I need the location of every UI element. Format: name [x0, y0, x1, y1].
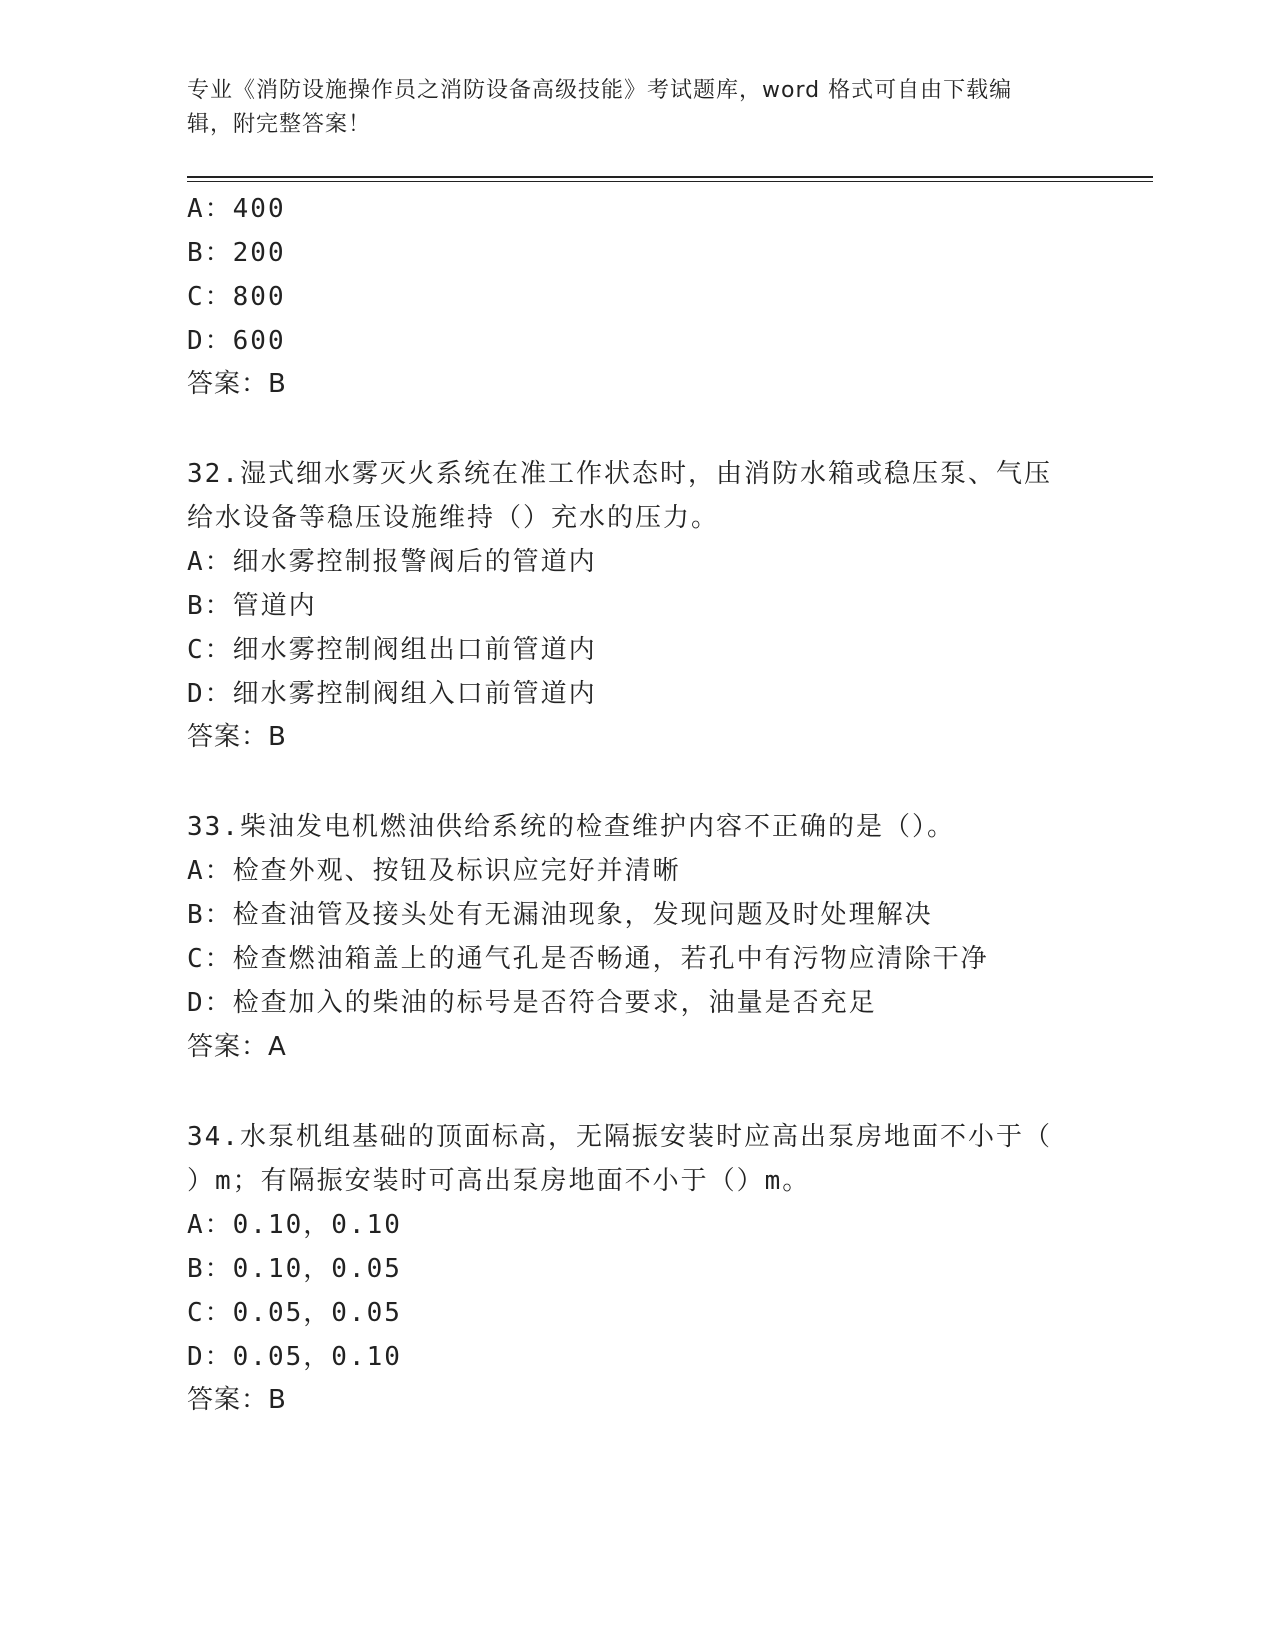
- q34-answer: 答案：B: [187, 1385, 287, 1415]
- q33-answer: 答案：A: [187, 1032, 287, 1062]
- q33-option-d: D：检查加入的柴油的标号是否符合要求，油量是否充足: [187, 988, 877, 1018]
- page-header: [187, 74, 1087, 142]
- header-divider-thin: [187, 181, 1153, 182]
- q34-stem-line-2: ）m；有隔振安装时可高出泵房地面不小于（）m。: [187, 1166, 811, 1196]
- q31-option-d: D：600: [187, 326, 286, 356]
- q32-stem-line-2: 给水设备等稳压设施维持（）充水的压力。: [187, 503, 720, 533]
- q32-option-a: A：细水雾控制报警阀后的管道内: [187, 547, 597, 577]
- q34-option-c: C：0.05，0.05: [187, 1298, 402, 1328]
- q34-option-d: D：0.05，0.10: [187, 1342, 402, 1372]
- header-line-1: 专业《消防设施操作员之消防设备高级技能》考试题库，word 格式可自由下载编: [187, 78, 1013, 103]
- header-line-2: 辑，附完整答案！: [187, 112, 372, 137]
- header-divider-thick: [187, 176, 1153, 178]
- q33-stem-line-1: 33.柴油发电机燃油供给系统的检查维护内容不正确的是（）。: [187, 812, 955, 842]
- q33-option-c: C：检查燃油箱盖上的通气孔是否畅通，若孔中有污物应清除干净: [187, 944, 989, 974]
- q31-option-a: A：400: [187, 194, 286, 224]
- q34-stem-line-1: 34.水泵机组基础的顶面标高，无隔振安装时应高出泵房地面不小于（: [187, 1122, 1052, 1152]
- q33-option-b: B：检查油管及接头处有无漏油现象，发现问题及时处理解决: [187, 900, 933, 930]
- q32-option-b: B：管道内: [187, 591, 317, 621]
- q31-answer: 答案：B: [187, 369, 287, 399]
- q32-stem-line-1: 32.湿式细水雾灭火系统在准工作状态时，由消防水箱或稳压泵、气压: [187, 459, 1052, 489]
- q32-option-c: C：细水雾控制阀组出口前管道内: [187, 635, 597, 665]
- q34-option-a: A：0.10，0.10: [187, 1210, 402, 1240]
- q33-option-a: A：检查外观、按钮及标识应完好并清晰: [187, 856, 681, 886]
- q31-option-b: B：200: [187, 238, 286, 268]
- q32-option-d: D：细水雾控制阀组入口前管道内: [187, 679, 597, 709]
- q34-option-b: B：0.10，0.05: [187, 1254, 402, 1284]
- q31-option-c: C：800: [187, 282, 286, 312]
- q32-answer: 答案：B: [187, 722, 287, 752]
